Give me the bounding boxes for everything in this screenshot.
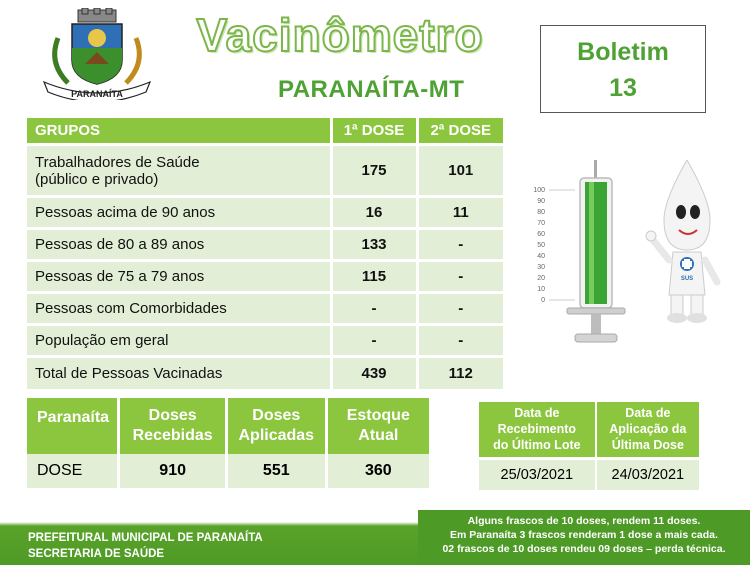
dose2-value: 101: [417, 145, 503, 197]
header-line: Data de: [514, 406, 560, 421]
note-line3: 02 frascos de 10 doses rendeu 09 doses – perda técnica.: [442, 543, 726, 555]
group-name: Pessoas com Comorbidades: [27, 293, 331, 325]
scale-label: 20: [537, 275, 545, 282]
dose1-value: 175: [331, 145, 417, 197]
footer-institution: [28, 530, 263, 562]
scale-label: 90: [537, 198, 545, 205]
table-row: [27, 229, 503, 261]
syringe-needle-icon: [594, 160, 597, 178]
header-applied-line2: Aplicadas: [238, 427, 315, 444]
syringe-fill-level: [585, 182, 607, 304]
header-stock-line1: Estoque: [346, 407, 410, 424]
header-city: Paranaíta: [27, 398, 119, 454]
header-applied-line1: Doses: [252, 407, 301, 424]
dose1-value: 115: [331, 261, 417, 293]
table-row-total: [27, 357, 503, 389]
municipal-coat-of-arms-logo: [38, 8, 156, 100]
note-line1: Alguns frascos de 10 doses, rendem 11 doses.: [467, 515, 701, 527]
header-received-date: [479, 402, 596, 458]
header-groups: GRUPOS: [27, 118, 331, 145]
scale-label: 100: [533, 187, 545, 194]
bulletin-number: 13: [609, 74, 637, 102]
table-header-row: [27, 398, 431, 454]
scale-label: 70: [537, 220, 545, 227]
svg-text:SUS: SUS: [680, 276, 694, 282]
dose1-value: 439: [331, 357, 417, 389]
received-date-value: 25/03/2021: [479, 458, 596, 490]
header-dose2: 2ª DOSE: [417, 118, 503, 145]
doses-received-value: 910: [119, 454, 227, 488]
dose2-value: -: [417, 325, 503, 357]
header-line: Data de: [625, 406, 671, 421]
group-name: Pessoas de 75 a 79 anos: [27, 261, 331, 293]
table-header-row: [27, 118, 503, 145]
syringe-gauge-illustration: [505, 160, 750, 355]
table-row: [27, 261, 503, 293]
dose1-value: -: [331, 293, 417, 325]
scale-label: 80: [537, 209, 545, 216]
table-row: [27, 293, 503, 325]
header-received-line2: Recebidas: [132, 427, 213, 444]
dose1-value: 16: [331, 197, 417, 229]
footer-line1: PREFEITURAL MUNICIPAL DE PARANAÍTA: [28, 532, 263, 544]
header-received-line1: Doses: [148, 407, 197, 424]
group-name: Pessoas de 80 a 89 anos: [27, 229, 331, 261]
header-applied: [226, 398, 326, 454]
scale-label: 40: [537, 253, 545, 260]
bulletin-label: Boletim: [577, 38, 669, 66]
footer-line2: SECRETARIA DE SAÚDE: [28, 548, 165, 560]
group-name-line1: Trabalhadores de Saúde: [35, 153, 200, 171]
table-header-row: [479, 402, 700, 458]
scale-label: 50: [537, 242, 545, 249]
vaccination-groups-table: [27, 118, 503, 389]
scale-label: 10: [537, 286, 545, 293]
scale-label: 60: [537, 231, 545, 238]
dose1-value: 133: [331, 229, 417, 261]
header-line: Aplicação da: [609, 422, 687, 437]
header-line: Recebimento: [497, 422, 577, 437]
header-dose1: 1ª DOSE: [331, 118, 417, 145]
header-applied-date: [596, 402, 700, 458]
dose1-value: -: [331, 325, 417, 357]
note-line2: Em Paranaíta 3 frascos renderam 1 dose a mais cada.: [450, 529, 718, 541]
header-stock-line2: Atual: [358, 427, 399, 444]
header-received: [119, 398, 227, 454]
dose2-value: -: [417, 229, 503, 261]
stock-value: 360: [326, 454, 430, 488]
group-name: População em geral: [27, 325, 331, 357]
dose-row-label: DOSE: [27, 454, 119, 488]
dose-stock-table: [27, 398, 432, 488]
header-line: do Último Lote: [493, 438, 581, 453]
header-stock: [326, 398, 430, 454]
dose2-value: -: [417, 261, 503, 293]
scale-label: 0: [541, 297, 545, 304]
scale-label: 30: [537, 264, 545, 271]
dose2-value: 11: [417, 197, 503, 229]
bulletin-box: [540, 25, 706, 113]
group-name: Pessoas acima de 90 anos: [27, 197, 331, 229]
table-row: [27, 145, 503, 197]
applied-date-value: 24/03/2021: [596, 458, 700, 490]
header-line: Última Dose: [611, 438, 684, 453]
dates-table: [479, 402, 701, 490]
table-row: [479, 458, 700, 490]
table-row: [27, 454, 431, 488]
footer-note: [418, 510, 750, 565]
table-row: [27, 197, 503, 229]
doses-applied-value: 551: [226, 454, 326, 488]
table-row: [27, 325, 503, 357]
dose2-value: -: [417, 293, 503, 325]
page-title: Vacinômetro: [196, 9, 484, 61]
page-subtitle: PARANAÍTA-MT: [278, 76, 465, 103]
group-name-line2: (público e privado): [35, 170, 159, 188]
group-name: [27, 145, 331, 197]
svg-text:PARANAÍTA: PARANAÍTA: [71, 89, 123, 99]
dose2-value: 112: [417, 357, 503, 389]
group-name: Total de Pessoas Vacinadas: [27, 357, 331, 389]
